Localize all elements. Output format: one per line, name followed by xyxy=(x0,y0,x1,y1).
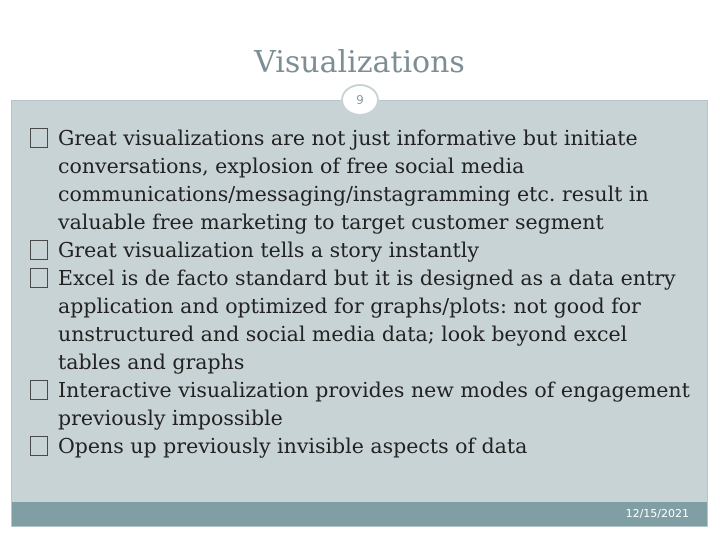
bullet-list xyxy=(30,124,690,460)
bullet-item xyxy=(30,432,690,460)
bullet-text: Great visualization tells a story instantly xyxy=(58,238,479,262)
footer-date: 12/15/2021 xyxy=(625,507,689,520)
box-bullet-icon xyxy=(30,380,48,400)
footer-bar xyxy=(12,502,707,526)
bullet-text: Opens up previously invisible aspects of data xyxy=(58,434,528,458)
slide-number-badge: 9 xyxy=(341,84,379,116)
box-bullet-icon xyxy=(30,268,48,288)
bullet-text: Interactive visualization provides new modes of engagement previously impossible xyxy=(58,378,690,430)
bullet-text: Excel is de facto standard but it is designed as a data entry application and optimized for graphs/plots: not good for unstructured and social media data; look beyond excel tables and graphs xyxy=(58,266,676,374)
slide-title: Visualizations xyxy=(254,45,465,80)
bullet-item xyxy=(30,236,690,264)
box-bullet-icon xyxy=(30,436,48,456)
bullet-item xyxy=(30,376,690,432)
box-bullet-icon xyxy=(30,128,48,148)
box-bullet-icon xyxy=(30,240,48,260)
bullet-item xyxy=(30,124,690,236)
bullet-item xyxy=(30,264,690,376)
bullet-text: Great visualizations are not just informative but initiate conversations, explosion of free social media communications/messaging/instagramming etc. result in valuable free marketing to target customer segment xyxy=(58,126,649,234)
